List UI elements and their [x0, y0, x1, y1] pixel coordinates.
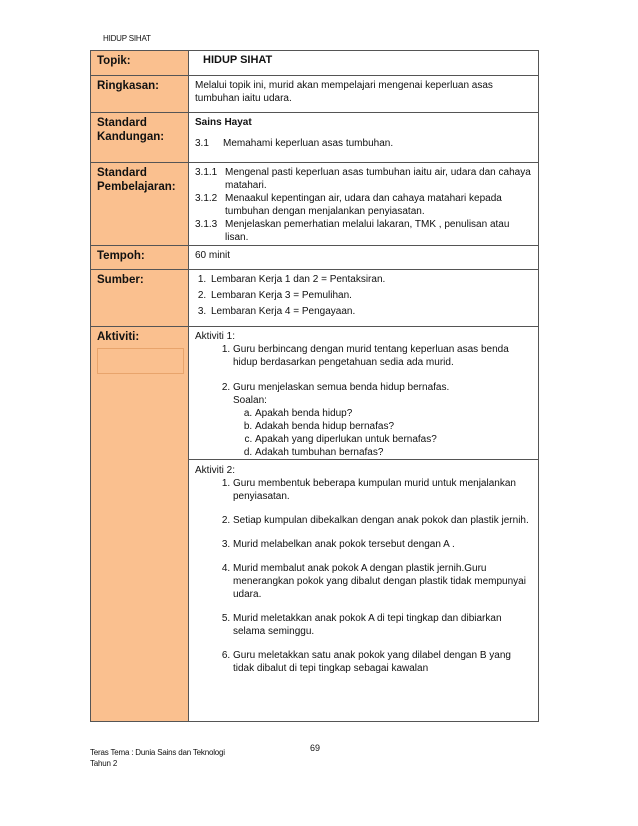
- aktiviti-2-title: Aktiviti 2:: [195, 465, 236, 476]
- aktiviti-1-title: Aktiviti 1:: [195, 331, 236, 342]
- footer-year: Tahun 2: [90, 759, 118, 768]
- question-item: a. Apakah benda hidup?: [255, 407, 532, 420]
- learning-standard-item: [195, 192, 532, 218]
- question-item: d. Adakah tumbuhan bernafas?: [255, 446, 532, 459]
- value-ringkasan: Melalui topik ini, murid akan mempelajari mengenai keperluan asas tumbuhan iaitu udara.: [189, 76, 539, 113]
- standard-item: [195, 137, 532, 150]
- label-inner-box: [97, 348, 184, 374]
- row-aktiviti-1: [91, 327, 539, 460]
- value-topik: [189, 51, 539, 76]
- aktiviti-step: 4. Murid membalut anak pokok A dengan plastik jernih.Guru menerangkan pokok yang dibalut dengan plastik tidak mempunyai udara.: [233, 562, 532, 601]
- aktiviti-step: 6. Guru meletakkan satu anak pokok yang dilabel dengan B yang tidak dibalut di tepi tingkap sebagai kawalan: [233, 649, 532, 675]
- aktiviti-step: 2. Setiap kumpulan dibekalkan dengan anak pokok dan plastik jernih.: [233, 514, 532, 527]
- value-tempoh: 60 minit: [189, 246, 539, 270]
- aktiviti-step: [233, 381, 532, 459]
- topic-title: HIDUP SIHAT: [203, 54, 273, 66]
- label-line-1: Standard: [97, 117, 147, 129]
- value-sumber: [189, 270, 539, 327]
- standard-heading: Sains Hayat: [195, 117, 252, 128]
- value-standard-pembelajaran: [189, 163, 539, 246]
- page-number: 69: [310, 743, 321, 753]
- value-standard-kandungan: [189, 113, 539, 163]
- learning-standard-code: 3.1.3: [195, 219, 218, 230]
- label-line-2: Kandungan:: [97, 131, 165, 143]
- aktiviti-2-steps: [195, 477, 532, 675]
- aktiviti-step: 1. Guru berbincang dengan murid tentang keperluan asas benda hidup berdasarkan pengetahuan sedia ada murid.: [233, 343, 532, 369]
- aktiviti-step-text: 2. Guru menjelaskan semua benda hidup bernafas.: [233, 382, 450, 393]
- label-tempoh: Tempoh:: [91, 246, 189, 270]
- soalan-label: Soalan:: [233, 395, 267, 406]
- row-ringkasan: [91, 76, 539, 113]
- resource-item: 3. Lembaran Kerja 4 = Pengayaan.: [209, 305, 532, 318]
- learning-standard-code: 3.1.2: [195, 193, 218, 204]
- label-aktiviti: [91, 327, 189, 722]
- learning-standard-code: 3.1.1: [195, 167, 218, 178]
- label-topik: Topik:: [91, 51, 189, 76]
- resource-item: 2. Lembaran Kerja 3 = Pemulihan.: [209, 289, 532, 302]
- aktiviti-step: 5. Murid meletakkan anak pokok A di tepi tingkap dan dibiarkan selama seminggu.: [233, 612, 532, 638]
- row-standard-pembelajaran: [91, 163, 539, 246]
- row-topik: [91, 51, 539, 76]
- aktiviti-step: 1. Guru membentuk beberapa kumpulan murid untuk menjalankan penyiasatan.: [233, 477, 532, 503]
- value-aktiviti-1: [189, 327, 539, 460]
- learning-standard-item: [195, 166, 532, 192]
- resource-list: [195, 273, 532, 318]
- question-item: c. Apakah yang diperlukan untuk bernafas?: [255, 433, 532, 446]
- standard-item-text: Memahami keperluan asas tumbuhan.: [223, 138, 394, 149]
- aktiviti-label-text: Aktiviti:: [97, 331, 140, 343]
- footer-left: [90, 747, 225, 769]
- aktiviti-1-steps: [195, 343, 532, 459]
- learning-standard-text: Mengenal pasti keperluan asas tumbuhan iaitu air, udara dan cahaya matahari.: [225, 167, 531, 191]
- aktiviti-step: 3. Murid melabelkan anak pokok tersebut dengan A .: [233, 538, 532, 551]
- learning-standard-text: Menjelaskan pemerhatian melalui lakaran, TMK , penulisan atau lisan.: [225, 219, 510, 243]
- label-ringkasan: Ringkasan:: [91, 76, 189, 113]
- running-header: HIDUP SIHAT: [103, 34, 151, 43]
- label-line-2: Pembelajaran:: [97, 181, 176, 193]
- label-standard-pembelajaran: [91, 163, 189, 246]
- resource-item: 1. Lembaran Kerja 1 dan 2 = Pentaksiran.: [209, 273, 532, 286]
- question-list: [233, 407, 532, 459]
- row-standard-kandungan: [91, 113, 539, 163]
- row-sumber: [91, 270, 539, 327]
- lesson-plan-table: [90, 50, 539, 722]
- footer-theme: Teras Tema : Dunia Sains dan Teknologi: [90, 748, 225, 757]
- question-item: b. Adakah benda hidup bernafas?: [255, 420, 532, 433]
- label-line-1: Standard: [97, 167, 147, 179]
- label-standard-kandungan: [91, 113, 189, 163]
- label-sumber: Sumber:: [91, 270, 189, 327]
- value-aktiviti-2: [189, 460, 539, 722]
- standard-item-number: 3.1: [195, 138, 209, 149]
- row-tempoh: [91, 246, 539, 270]
- learning-standard-text: Menaakul kepentingan air, udara dan cahaya matahari kepada tumbuhan dengan menjalankan penyiasatan.: [225, 193, 502, 217]
- learning-standard-item: [195, 218, 532, 244]
